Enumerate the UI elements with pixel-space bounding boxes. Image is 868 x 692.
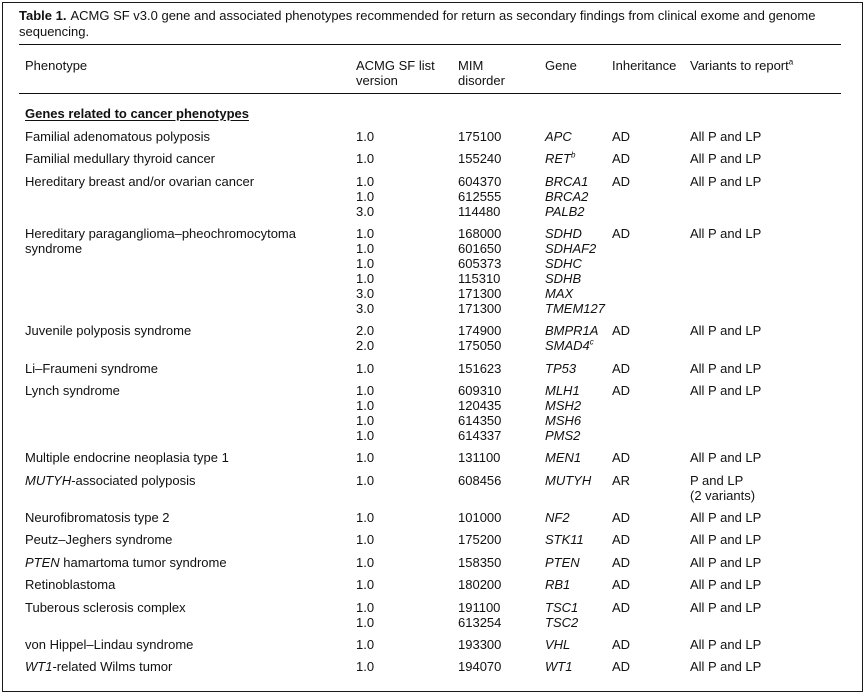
phenotype-text: Lynch syndrome [25,383,120,398]
gene-symbol: SDHAF2 [545,241,597,256]
inheritance-cell: AD [612,600,631,615]
inheritance-cell: AD [612,129,631,144]
gene-cell [545,555,580,570]
phenotype-cell [25,473,196,488]
gene-cell [545,189,588,204]
variants-cell: All P and LP [690,129,762,144]
version-cell: 1.0 [356,600,375,615]
variants-cell: All P and LP [690,577,762,592]
header-mim-line2: disorder [458,73,505,88]
phenotype-cell [25,577,115,592]
gene-symbol: STK11 [545,532,584,547]
gene-cell [545,204,585,219]
inheritance-cell: AD [612,151,631,166]
gene-symbol: MUTYH [545,473,592,488]
version-cell: 1.0 [356,271,375,286]
version-cell: 1.0 [356,241,375,256]
phenotype-text: Familial adenomatous polyposis [25,129,210,144]
phenotype-cell [25,323,191,338]
table-caption [19,8,839,40]
phenotype-text: Juvenile polyposis syndrome [25,323,192,338]
phenotype-cell [25,383,120,398]
phenotype-text: Familial medullary thyroid cancer [25,151,216,166]
gene-symbol: SDHD [545,226,582,241]
version-cell: 1.0 [356,129,375,144]
phenotype-gene-name: MUTYH [25,473,72,488]
variants-cell: All P and LP [690,383,762,398]
gene-cell [545,450,581,465]
phenotype-cell [25,510,170,525]
mim-cell: 608456 [458,473,502,488]
version-cell: 1.0 [356,532,375,547]
version-cell: 1.0 [356,577,375,592]
header-gene: Gene [545,58,577,73]
gene-symbol: WT1 [545,659,573,674]
gene-symbol: APC [545,129,572,144]
gene-cell [545,659,572,674]
gene-cell [545,637,570,652]
header-inheritance: Inheritance [612,58,677,73]
gene-symbol: VHL [545,637,571,652]
mim-cell: 605373 [458,256,502,271]
caption-text: ACMG SF v3.0 gene and associated phenotypes recommended for return as secondary findings from clinical exome and genome sequencing. [19,8,816,39]
header-version [356,58,435,88]
phenotype-cell [25,555,227,570]
header-version-line1: ACMG SF list [356,58,435,73]
variants-cell: All P and LP [690,555,762,570]
mim-cell: 601650 [458,241,502,256]
header-version-line2: version [356,73,398,88]
mim-cell: 168000 [458,226,502,241]
gene-cell [545,428,580,443]
gene-symbol: TSC1 [545,600,579,615]
phenotype-text: Hereditary paraganglioma–pheochromocytoma [25,226,296,241]
phenotype-cell [25,637,193,652]
gene-symbol: SDHB [545,271,582,286]
gene-symbol: TSC2 [545,615,579,630]
mim-cell: 180200 [458,577,502,592]
gene-cell [545,600,578,615]
mim-cell: 614337 [458,428,502,443]
header-phenotype: Phenotype [25,58,88,73]
mim-cell: 131100 [458,450,501,465]
gene-symbol: BRCA1 [545,174,589,189]
version-cell: 1.0 [356,615,375,630]
variants-cell: All P and LP [690,450,762,465]
gene-cell [545,615,578,630]
gene-cell [545,383,580,398]
inheritance-cell: AD [612,383,631,398]
mim-cell: 613254 [458,615,502,630]
gene-cell [545,338,594,353]
version-cell: 1.0 [356,256,375,271]
variants-cell: (2 variants) [690,488,756,503]
gene-footnote: b [571,150,576,160]
mim-cell: 612555 [458,189,502,204]
variants-cell: All P and LP [690,151,762,166]
mim-cell: 151623 [458,361,502,376]
version-cell: 1.0 [356,383,375,398]
phenotype-cell [25,241,82,256]
mim-cell: 171300 [458,286,502,301]
gene-symbol: PTEN [545,555,580,570]
phenotype-text: Retinoblastoma [25,577,116,592]
variants-cell: All P and LP [690,600,762,615]
gene-cell [545,256,582,271]
mim-cell: 175200 [458,532,502,547]
mim-cell: 175100 [458,129,502,144]
gene-cell [545,577,570,592]
gene-symbol: SDHC [545,256,582,271]
inheritance-cell: AD [612,659,631,674]
inheritance-cell: AD [612,226,631,241]
gene-symbol: MLH1 [545,383,580,398]
phenotype-text: -related Wilms tumor [52,659,173,674]
header-rule [19,93,841,94]
gene-cell [545,398,581,413]
variants-cell: P and LP [690,473,744,488]
version-cell: 2.0 [356,338,375,353]
gene-cell [545,510,570,525]
mim-cell: 158350 [458,555,502,570]
mim-cell: 614350 [458,413,502,428]
inheritance-cell: AR [612,473,631,488]
gene-symbol: BMPR1A [545,323,599,338]
gene-cell [545,174,588,189]
gene-cell [545,129,572,144]
gene-symbol: RB1 [545,577,571,592]
version-cell: 1.0 [356,413,375,428]
gene-cell [545,361,576,376]
phenotype-text: Tuberous sclerosis complex [25,600,186,615]
mim-cell: 115310 [458,271,501,286]
gene-cell [545,301,605,316]
inheritance-cell: AD [612,450,631,465]
variants-cell: All P and LP [690,532,762,547]
phenotype-cell [25,174,254,189]
gene-symbol: MEN1 [545,450,582,465]
phenotype-gene-name: PTEN [25,555,60,570]
mim-cell: 114480 [458,204,501,219]
gene-symbol: PMS2 [545,428,581,443]
top-rule [19,44,841,45]
version-cell: 1.0 [356,428,375,443]
mim-cell: 193300 [458,637,502,652]
phenotype-cell [25,151,215,166]
phenotype-text: Multiple endocrine neoplasia type 1 [25,450,229,465]
gene-cell [545,473,591,488]
phenotype-cell [25,129,210,144]
phenotype-text: Peutz–Jeghers syndrome [25,532,173,547]
mim-cell: 171300 [458,301,502,316]
gene-cell [545,271,581,286]
inheritance-cell: AD [612,532,631,547]
variants-cell: All P and LP [690,323,762,338]
inheritance-cell: AD [612,323,631,338]
phenotype-text: -associated polyposis [71,473,196,488]
mim-cell: 604370 [458,174,502,189]
version-cell: 1.0 [356,450,375,465]
inheritance-cell: AD [612,361,631,376]
phenotype-text: Neurofibromatosis type 2 [25,510,170,525]
variants-cell: All P and LP [690,637,762,652]
gene-cell [545,151,575,166]
version-cell: 1.0 [356,473,375,488]
header-mim [458,58,505,88]
version-cell: 1.0 [356,226,375,241]
header-mim-line1: MIM [458,58,484,73]
gene-cell [545,532,584,547]
gene-cell [545,323,598,338]
version-cell: 2.0 [356,323,375,338]
variants-cell: All P and LP [690,510,762,525]
version-cell: 3.0 [356,301,375,316]
phenotype-cell [25,226,296,241]
header-variants [690,58,793,73]
version-cell: 1.0 [356,659,375,674]
version-cell: 1.0 [356,189,375,204]
gene-cell [545,226,582,241]
gene-symbol: SMAD4 [545,338,590,353]
mim-cell: 175050 [458,338,502,353]
phenotype-cell [25,600,186,615]
gene-symbol: PALB2 [545,204,585,219]
phenotype-text: von Hippel–Lindau syndrome [25,637,194,652]
inheritance-cell: AD [612,637,631,652]
mim-cell: 155240 [458,151,502,166]
phenotype-gene-name: WT1 [25,659,53,674]
variants-cell: All P and LP [690,361,762,376]
phenotype-text: syndrome [25,241,83,256]
phenotype-cell [25,532,172,547]
mim-cell: 194070 [458,659,502,674]
version-cell: 1.0 [356,398,375,413]
inheritance-cell: AD [612,577,631,592]
phenotype-text: hamartoma tumor syndrome [59,555,227,570]
gene-symbol: MSH2 [545,398,582,413]
gene-cell [545,241,596,256]
phenotype-text: Li–Fraumeni syndrome [25,361,158,376]
header-variants-footnote: a [788,57,794,67]
gene-symbol: TMEM127 [545,301,605,316]
phenotype-cell [25,659,172,674]
inheritance-cell: AD [612,555,631,570]
mim-cell: 191100 [458,600,501,615]
mim-cell: 120435 [458,398,502,413]
gene-symbol: NF2 [545,510,570,525]
gene-symbol: MSH6 [545,413,582,428]
variants-cell: All P and LP [690,226,762,241]
variants-cell: All P and LP [690,659,762,674]
version-cell: 1.0 [356,151,375,166]
caption-label: Table 1. [19,8,67,23]
gene-symbol: RET [545,151,571,166]
variants-cell: All P and LP [690,174,762,189]
version-cell: 3.0 [356,286,375,301]
section-title: Genes related to cancer phenotypes [25,106,249,121]
inheritance-cell: AD [612,510,631,525]
mim-cell: 609310 [458,383,502,398]
version-cell: 1.0 [356,637,375,652]
phenotype-text: Hereditary breast and/or ovarian cancer [25,174,255,189]
version-cell: 1.0 [356,174,375,189]
phenotype-cell [25,361,158,376]
version-cell: 3.0 [356,204,375,219]
version-cell: 1.0 [356,510,375,525]
gene-footnote: c [589,337,594,347]
mim-cell: 101000 [458,510,502,525]
gene-symbol: BRCA2 [545,189,589,204]
inheritance-cell: AD [612,174,631,189]
gene-symbol: TP53 [545,361,577,376]
mim-cell: 174900 [458,323,502,338]
gene-cell [545,413,581,428]
header-variants-label: Variants to report [690,58,789,73]
gene-symbol: MAX [545,286,574,301]
version-cell: 1.0 [356,555,375,570]
phenotype-cell [25,450,229,465]
gene-cell [545,286,573,301]
version-cell: 1.0 [356,361,375,376]
